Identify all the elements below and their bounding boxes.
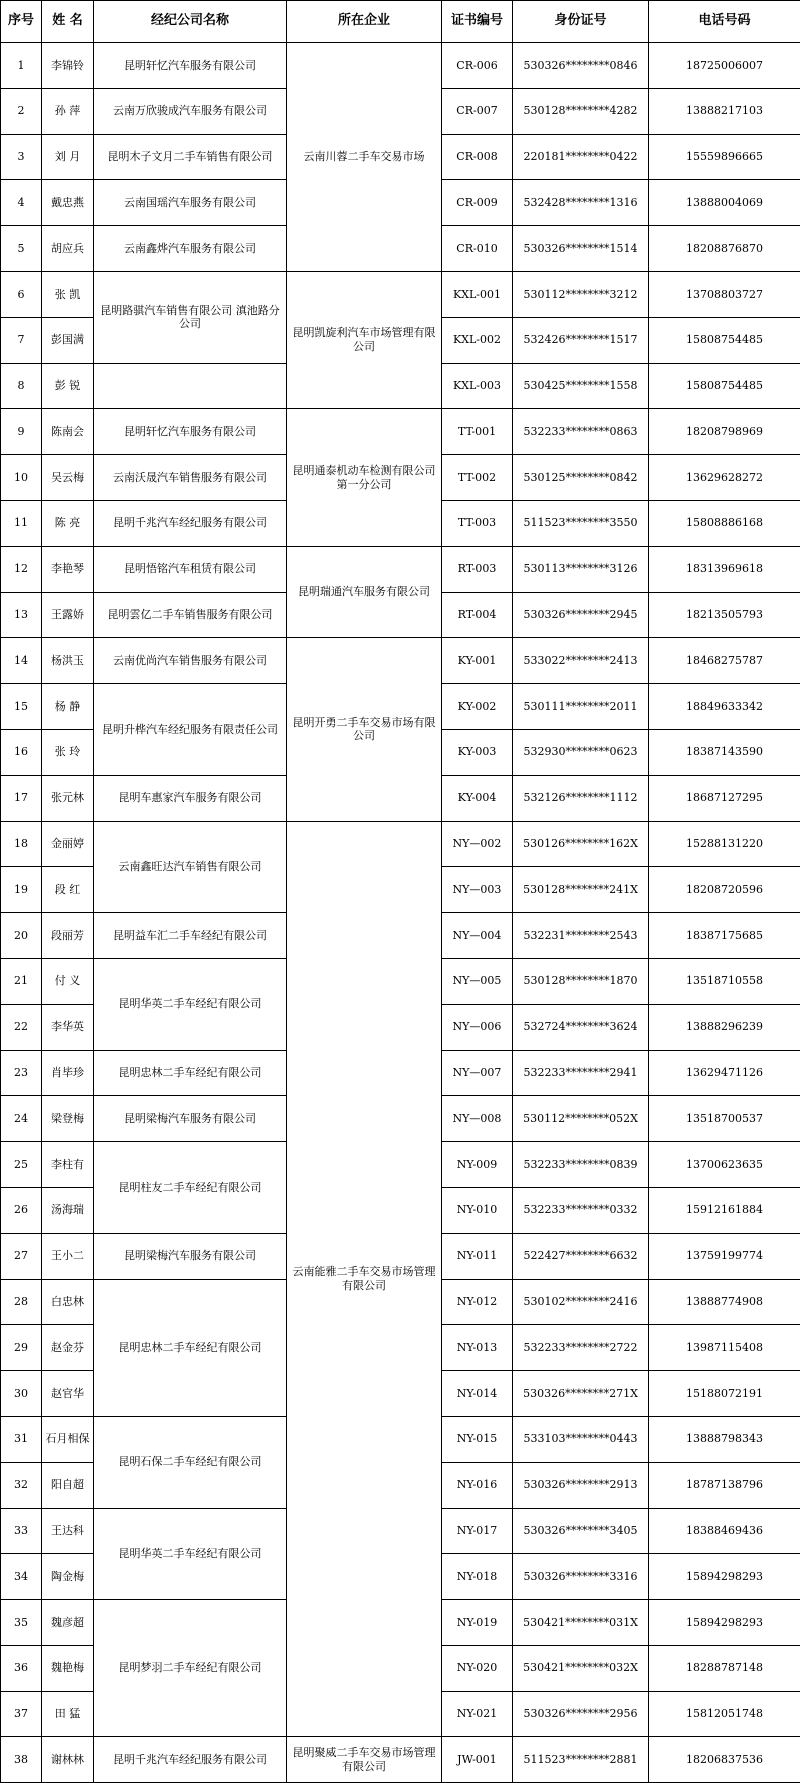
person-name: 付 义 [42, 958, 94, 1004]
certificate-number: NY-013 [442, 1325, 513, 1371]
broker-company: 昆明升桦汽车经纪服务有限责任公司 [94, 684, 287, 776]
certificate-number: NY-012 [442, 1279, 513, 1325]
broker-company [94, 363, 287, 409]
phone-number: 13759199774 [649, 1233, 800, 1279]
id-number: 530326********2945 [513, 592, 649, 638]
id-number: 530326********271X [513, 1371, 649, 1417]
person-name: 王露娇 [42, 592, 94, 638]
broker-company: 云南鑫烨汽车服务有限公司 [94, 226, 287, 272]
phone-number: 15808886168 [649, 500, 800, 546]
id-number: 533022********2413 [513, 638, 649, 684]
id-number: 530326********1514 [513, 226, 649, 272]
certificate-number: TT-003 [442, 500, 513, 546]
broker-company: 昆明千兆汽车经纪服务有限公司 [94, 1737, 287, 1783]
person-name: 陈南会 [42, 409, 94, 455]
certificate-number: NY-018 [442, 1554, 513, 1600]
phone-number: 18208720596 [649, 867, 800, 913]
broker-company: 昆明路骐汽车销售有限公司 滇池路分公司 [94, 271, 287, 363]
phone-number: 13888004069 [649, 180, 800, 226]
person-name: 梁登梅 [42, 1096, 94, 1142]
person-name: 张 玲 [42, 729, 94, 775]
row-number: 13 [1, 592, 42, 638]
id-number: 532233********2941 [513, 1050, 649, 1096]
id-number: 530125********0842 [513, 455, 649, 501]
id-number: 530326********2913 [513, 1462, 649, 1508]
certificate-number: CR-009 [442, 180, 513, 226]
id-number: 530326********3316 [513, 1554, 649, 1600]
certificate-number: NY—004 [442, 913, 513, 959]
id-number: 530128********4282 [513, 88, 649, 134]
person-name: 张 凯 [42, 271, 94, 317]
certificate-number: NY—005 [442, 958, 513, 1004]
enterprise-name: 昆明通泰机动车检测有限公司 第一分公司 [287, 409, 442, 546]
certificate-number: NY-011 [442, 1233, 513, 1279]
id-number: 530111********2011 [513, 684, 649, 730]
person-name: 彭国满 [42, 317, 94, 363]
broker-company: 昆明华英二手车经纪有限公司 [94, 958, 287, 1050]
phone-number: 18725006007 [649, 43, 800, 89]
row-number: 14 [1, 638, 42, 684]
row-number: 38 [1, 1737, 42, 1783]
id-number: 530112********052X [513, 1096, 649, 1142]
header-row [1, 1, 800, 43]
id-number: 530102********2416 [513, 1279, 649, 1325]
id-number: 530326********0846 [513, 43, 649, 89]
row-number: 4 [1, 180, 42, 226]
table-row [1, 43, 800, 89]
certificate-number: CR-010 [442, 226, 513, 272]
row-number: 27 [1, 1233, 42, 1279]
certificate-number: KXL-002 [442, 317, 513, 363]
certificate-number: KY-003 [442, 729, 513, 775]
broker-company: 昆明木子文月二手车销售有限公司 [94, 134, 287, 180]
phone-number: 13700623635 [649, 1142, 800, 1188]
certificate-number: CR-006 [442, 43, 513, 89]
col-header-enterprise: 所在企业 [287, 1, 442, 43]
row-number: 22 [1, 1004, 42, 1050]
phone-number: 18208876870 [649, 226, 800, 272]
id-number: 532724********3624 [513, 1004, 649, 1050]
row-number: 19 [1, 867, 42, 913]
id-number: 530421********031X [513, 1600, 649, 1646]
broker-company: 云南沃晟汽车销售服务有限公司 [94, 455, 287, 501]
person-name: 汤海瑞 [42, 1187, 94, 1233]
row-number: 31 [1, 1416, 42, 1462]
table-row [1, 271, 800, 317]
broker-company: 云南鑫旺达汽车销售有限公司 [94, 821, 287, 913]
person-name: 李艳琴 [42, 546, 94, 592]
phone-number: 13987115408 [649, 1325, 800, 1371]
phone-number: 18213505793 [649, 592, 800, 638]
phone-number: 15808754485 [649, 363, 800, 409]
phone-number: 13629628272 [649, 455, 800, 501]
certificate-number: NY-021 [442, 1691, 513, 1737]
row-number: 35 [1, 1600, 42, 1646]
phone-number: 13518700537 [649, 1096, 800, 1142]
col-header-id: 身份证号 [513, 1, 649, 43]
id-number: 532231********2543 [513, 913, 649, 959]
id-number: 522427********6632 [513, 1233, 649, 1279]
phone-number: 18288787148 [649, 1645, 800, 1691]
enterprise-name: 云南能雅二手车交易市场管理有限公司 [287, 821, 442, 1737]
col-header-no: 序号 [1, 1, 42, 43]
person-name: 王达科 [42, 1508, 94, 1554]
certificate-number: NY-020 [442, 1645, 513, 1691]
row-number: 16 [1, 729, 42, 775]
phone-number: 15894298293 [649, 1600, 800, 1646]
certificate-number: NY-017 [442, 1508, 513, 1554]
id-number: 530113********3126 [513, 546, 649, 592]
phone-number: 13888798343 [649, 1416, 800, 1462]
enterprise-name: 昆明凯旋利汽车市场管理有限公司 [287, 271, 442, 408]
row-number: 30 [1, 1371, 42, 1417]
person-name: 段 红 [42, 867, 94, 913]
broker-company: 昆明益车汇二手车经纪有限公司 [94, 913, 287, 959]
phone-number: 13518710558 [649, 958, 800, 1004]
row-number: 2 [1, 88, 42, 134]
person-name: 肖毕珍 [42, 1050, 94, 1096]
id-number: 530128********241X [513, 867, 649, 913]
certificate-number: NY—008 [442, 1096, 513, 1142]
phone-number: 13629471126 [649, 1050, 800, 1096]
row-number: 8 [1, 363, 42, 409]
id-number: 532233********0332 [513, 1187, 649, 1233]
row-number: 23 [1, 1050, 42, 1096]
row-number: 9 [1, 409, 42, 455]
person-name: 吴云梅 [42, 455, 94, 501]
broker-company: 昆明石保二手车经纪有限公司 [94, 1416, 287, 1508]
person-name: 段丽芳 [42, 913, 94, 959]
certificate-number: KY-002 [442, 684, 513, 730]
person-name: 陶金梅 [42, 1554, 94, 1600]
row-number: 24 [1, 1096, 42, 1142]
enterprise-name: 昆明聚威二手车交易市场管理有限公司 [287, 1737, 442, 1783]
id-number: 532426********1517 [513, 317, 649, 363]
id-number: 530326********2956 [513, 1691, 649, 1737]
id-number: 511523********2881 [513, 1737, 649, 1783]
certificate-number: TT-001 [442, 409, 513, 455]
id-number: 532233********2722 [513, 1325, 649, 1371]
id-number: 532930********0623 [513, 729, 649, 775]
row-number: 1 [1, 43, 42, 89]
phone-number: 18849633342 [649, 684, 800, 730]
id-number: 530421********032X [513, 1645, 649, 1691]
person-name: 石月相保 [42, 1416, 94, 1462]
row-number: 18 [1, 821, 42, 867]
person-name: 彭 锐 [42, 363, 94, 409]
person-name: 孙 萍 [42, 88, 94, 134]
person-name: 赵金芬 [42, 1325, 94, 1371]
col-header-phone: 电话号码 [649, 1, 800, 43]
certificate-number: NY-019 [442, 1600, 513, 1646]
col-header-broker: 经纪公司名称 [94, 1, 287, 43]
phone-number: 18313969618 [649, 546, 800, 592]
row-number: 11 [1, 500, 42, 546]
table-row [1, 638, 800, 684]
id-number: 532233********0839 [513, 1142, 649, 1188]
broker-company: 昆明轩忆汽车服务有限公司 [94, 43, 287, 89]
row-number: 34 [1, 1554, 42, 1600]
id-number: 530425********1558 [513, 363, 649, 409]
phone-number: 13708803727 [649, 271, 800, 317]
person-name: 陈 亮 [42, 500, 94, 546]
certificate-number: NY-009 [442, 1142, 513, 1188]
enterprise-name: 昆明开勇二手车交易市场有限公司 [287, 638, 442, 821]
id-number: 532428********1316 [513, 180, 649, 226]
row-number: 36 [1, 1645, 42, 1691]
id-number: 530326********3405 [513, 1508, 649, 1554]
col-header-cert: 证书编号 [442, 1, 513, 43]
broker-company: 昆明梦羽二手车经纪有限公司 [94, 1600, 287, 1737]
certificate-number: KY-001 [442, 638, 513, 684]
id-number: 532233********0863 [513, 409, 649, 455]
phone-number: 13888217103 [649, 88, 800, 134]
phone-number: 18387143590 [649, 729, 800, 775]
row-number: 17 [1, 775, 42, 821]
id-number: 220181********0422 [513, 134, 649, 180]
certificate-number: NY-010 [442, 1187, 513, 1233]
phone-number: 13888774908 [649, 1279, 800, 1325]
id-number: 533103********0443 [513, 1416, 649, 1462]
certificate-number: NY-014 [442, 1371, 513, 1417]
phone-number: 15559896665 [649, 134, 800, 180]
table-body [1, 43, 800, 1783]
person-name: 李华英 [42, 1004, 94, 1050]
phone-number: 18206837536 [649, 1737, 800, 1783]
certificate-number: RT-004 [442, 592, 513, 638]
enterprise-name: 昆明瑞通汽车服务有限公司 [287, 546, 442, 638]
broker-company: 云南万欣骏成汽车服务有限公司 [94, 88, 287, 134]
phone-number: 15912161884 [649, 1187, 800, 1233]
enterprise-name: 云南川蓉二手车交易市场 [287, 43, 442, 272]
broker-company: 昆明柱友二手车经纪有限公司 [94, 1142, 287, 1234]
person-name: 谢林林 [42, 1737, 94, 1783]
certificate-number: NY-016 [442, 1462, 513, 1508]
col-header-name: 姓 名 [42, 1, 94, 43]
row-number: 29 [1, 1325, 42, 1371]
broker-company: 昆明梁梅汽车服务有限公司 [94, 1233, 287, 1279]
table-row [1, 821, 800, 867]
phone-number: 18387175685 [649, 913, 800, 959]
certificate-number: NY—002 [442, 821, 513, 867]
row-number: 25 [1, 1142, 42, 1188]
person-name: 戴忠燕 [42, 180, 94, 226]
certificate-number: JW-001 [442, 1737, 513, 1783]
phone-number: 15812051748 [649, 1691, 800, 1737]
person-name: 阳自超 [42, 1462, 94, 1508]
phone-number: 13888296239 [649, 1004, 800, 1050]
row-number: 12 [1, 546, 42, 592]
person-name: 魏彦超 [42, 1600, 94, 1646]
phone-number: 15808754485 [649, 317, 800, 363]
person-name: 李柱有 [42, 1142, 94, 1188]
table-row [1, 409, 800, 455]
broker-company: 昆明悟铭汽车租赁有限公司 [94, 546, 287, 592]
broker-company: 昆明车惠家汽车服务有限公司 [94, 775, 287, 821]
certificate-number: TT-002 [442, 455, 513, 501]
broker-company: 云南国瑶汽车服务有限公司 [94, 180, 287, 226]
id-number: 530126********162X [513, 821, 649, 867]
certificate-number: NY—006 [442, 1004, 513, 1050]
phone-number: 15894298293 [649, 1554, 800, 1600]
row-number: 15 [1, 684, 42, 730]
certificate-number: KY-004 [442, 775, 513, 821]
certificate-number: NY—007 [442, 1050, 513, 1096]
person-name: 赵官华 [42, 1371, 94, 1417]
person-name: 胡应兵 [42, 226, 94, 272]
certificate-number: KXL-001 [442, 271, 513, 317]
person-name: 李锦铃 [42, 43, 94, 89]
phone-number: 18468275787 [649, 638, 800, 684]
phone-number: 18687127295 [649, 775, 800, 821]
row-number: 7 [1, 317, 42, 363]
row-number: 28 [1, 1279, 42, 1325]
row-number: 26 [1, 1187, 42, 1233]
table-row [1, 546, 800, 592]
row-number: 10 [1, 455, 42, 501]
certificate-number: CR-007 [442, 88, 513, 134]
id-number: 530128********1870 [513, 958, 649, 1004]
broker-company: 昆明华英二手车经纪有限公司 [94, 1508, 287, 1600]
phone-number: 18787138796 [649, 1462, 800, 1508]
id-number: 532126********1112 [513, 775, 649, 821]
phone-number: 15288131220 [649, 821, 800, 867]
row-number: 32 [1, 1462, 42, 1508]
phone-number: 18208798969 [649, 409, 800, 455]
broker-company: 昆明轩忆汽车服务有限公司 [94, 409, 287, 455]
row-number: 20 [1, 913, 42, 959]
person-name: 王小二 [42, 1233, 94, 1279]
person-name: 魏艳梅 [42, 1645, 94, 1691]
certificate-number: RT-003 [442, 546, 513, 592]
broker-company: 云南优尚汽车销售服务有限公司 [94, 638, 287, 684]
broker-company: 昆明千兆汽车经纪服务有限公司 [94, 500, 287, 546]
broker-company: 昆明忠林二手车经纪有限公司 [94, 1279, 287, 1416]
broker-company: 昆明雲亿二手车销售服务有限公司 [94, 592, 287, 638]
certificate-number: NY-015 [442, 1416, 513, 1462]
row-number: 5 [1, 226, 42, 272]
id-number: 511523********3550 [513, 500, 649, 546]
table-row [1, 1737, 800, 1783]
phone-number: 18388469436 [649, 1508, 800, 1554]
person-name: 白忠林 [42, 1279, 94, 1325]
phone-number: 15188072191 [649, 1371, 800, 1417]
person-name: 金丽婷 [42, 821, 94, 867]
id-number: 530112********3212 [513, 271, 649, 317]
person-name: 杨 静 [42, 684, 94, 730]
person-name: 田 猛 [42, 1691, 94, 1737]
row-number: 37 [1, 1691, 42, 1737]
row-number: 21 [1, 958, 42, 1004]
row-number: 33 [1, 1508, 42, 1554]
person-name: 刘 月 [42, 134, 94, 180]
broker-company: 昆明梁梅汽车服务有限公司 [94, 1096, 287, 1142]
certificate-number: CR-008 [442, 134, 513, 180]
person-name: 杨洪玉 [42, 638, 94, 684]
broker-company: 昆明忠林二手车经纪有限公司 [94, 1050, 287, 1096]
person-name: 张元林 [42, 775, 94, 821]
certificate-number: NY—003 [442, 867, 513, 913]
row-number: 6 [1, 271, 42, 317]
certificate-number: KXL-003 [442, 363, 513, 409]
row-number: 3 [1, 134, 42, 180]
